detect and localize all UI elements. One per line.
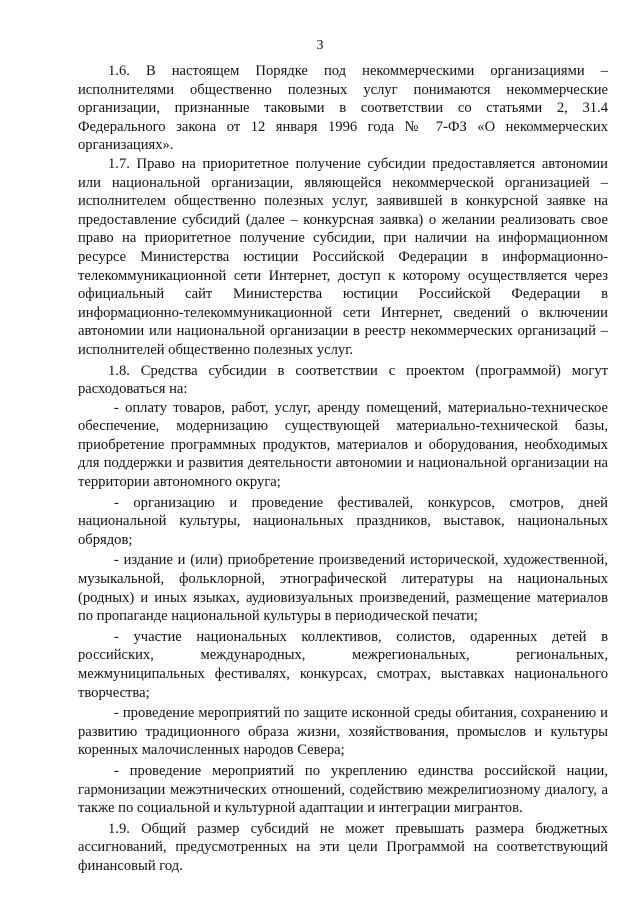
list-item: - проведение мероприятий по укреплению единства российской нации, гармонизации межэтнических отношений, содействию межрелигиозному диалогу, а также по социальной и культурной адаптации и интеграции мигрантов.: [78, 762, 608, 817]
list-item: - издание и (или) приобретение произведений исторической, художественной, музыкальной, фольклорной, этнографической литературы на национальных (родных) и иных языках, аудиовизуальных произведений, размещение материалов по пропаганде национальной культуры в периодической печати;: [78, 552, 608, 625]
list-item: - проведение мероприятий по защите исконной среды обитания, сохранению и развитию традиционного образа жизни, хозяйствования, промыслов и культуры коренных малочисленных народов Севера;: [78, 705, 608, 759]
list-item: - участие национальных коллективов, солистов, одаренных детей в российских, международных, межрегиональных, региональных, межмуниципальных фестивалях, конкурсах, смотрах, выставках национального творчества;: [78, 628, 608, 701]
paragraph-1-6: 1.6. В настоящем Порядке под некоммерческими организациями – исполнителями общественно полезных услуг понимаются некоммерческие организации, признанные таковыми в соответствии со статьями 2, 31.4 Федерального закона от 12 января 1996 года № 7-ФЗ «О некоммерческих организациях».: [78, 63, 608, 154]
list-item: - организацию и проведение фестивалей, конкурсов, смотров, дней национальной культуры, национальных праздников, выставок, национальных обрядов;: [78, 494, 608, 548]
paragraph-1-9: 1.9. Общий размер субсидий не может превышать размера бюджетных ассигнований, предусмотренных на эти цели Программой на соответствующий финансовый год.: [78, 820, 608, 874]
paragraph-1-8-intro: 1.8. Средства субсидии в соответствии с проектом (программой) могут расходоваться на:: [78, 362, 608, 398]
list-item: - оплату товаров, работ, услуг, аренду помещений, материально-техническое обеспечение, модернизацию существующей материально-технической базы, приобретение программных продуктов, материалов и оборудования, необходимых для поддержки и развития деятельности автономии и национальной организации на территории автономного округа;: [78, 399, 608, 491]
page-number: 3: [316, 38, 324, 53]
document-body: [78, 62, 608, 876]
paragraph-1-7: 1.7. Право на приоритетное получение субсидии предоставляется автономии или национальной организации, являющейся некоммерческой организацией – исполнителем общественно полезных услуг, заявившей в конкурсной заявке на предоставление субсидий (далее – конкурсная заявка) о желании реализовать свое право на приоритетное получение субсидии, при наличии на информационном ресурсе Министерства юстиции Российской Федерации в информационно-телекоммуникационной сети Интернет, доступ к которому осуществляется через официальный сайт Министерства юстиции Российской Федерации в информационно-телекоммуникационной сети Интернет, сведений о включении автономии или национальной организации в реестр некоммерческих организаций – исполнителей общественно полезных услуг.: [78, 155, 608, 358]
